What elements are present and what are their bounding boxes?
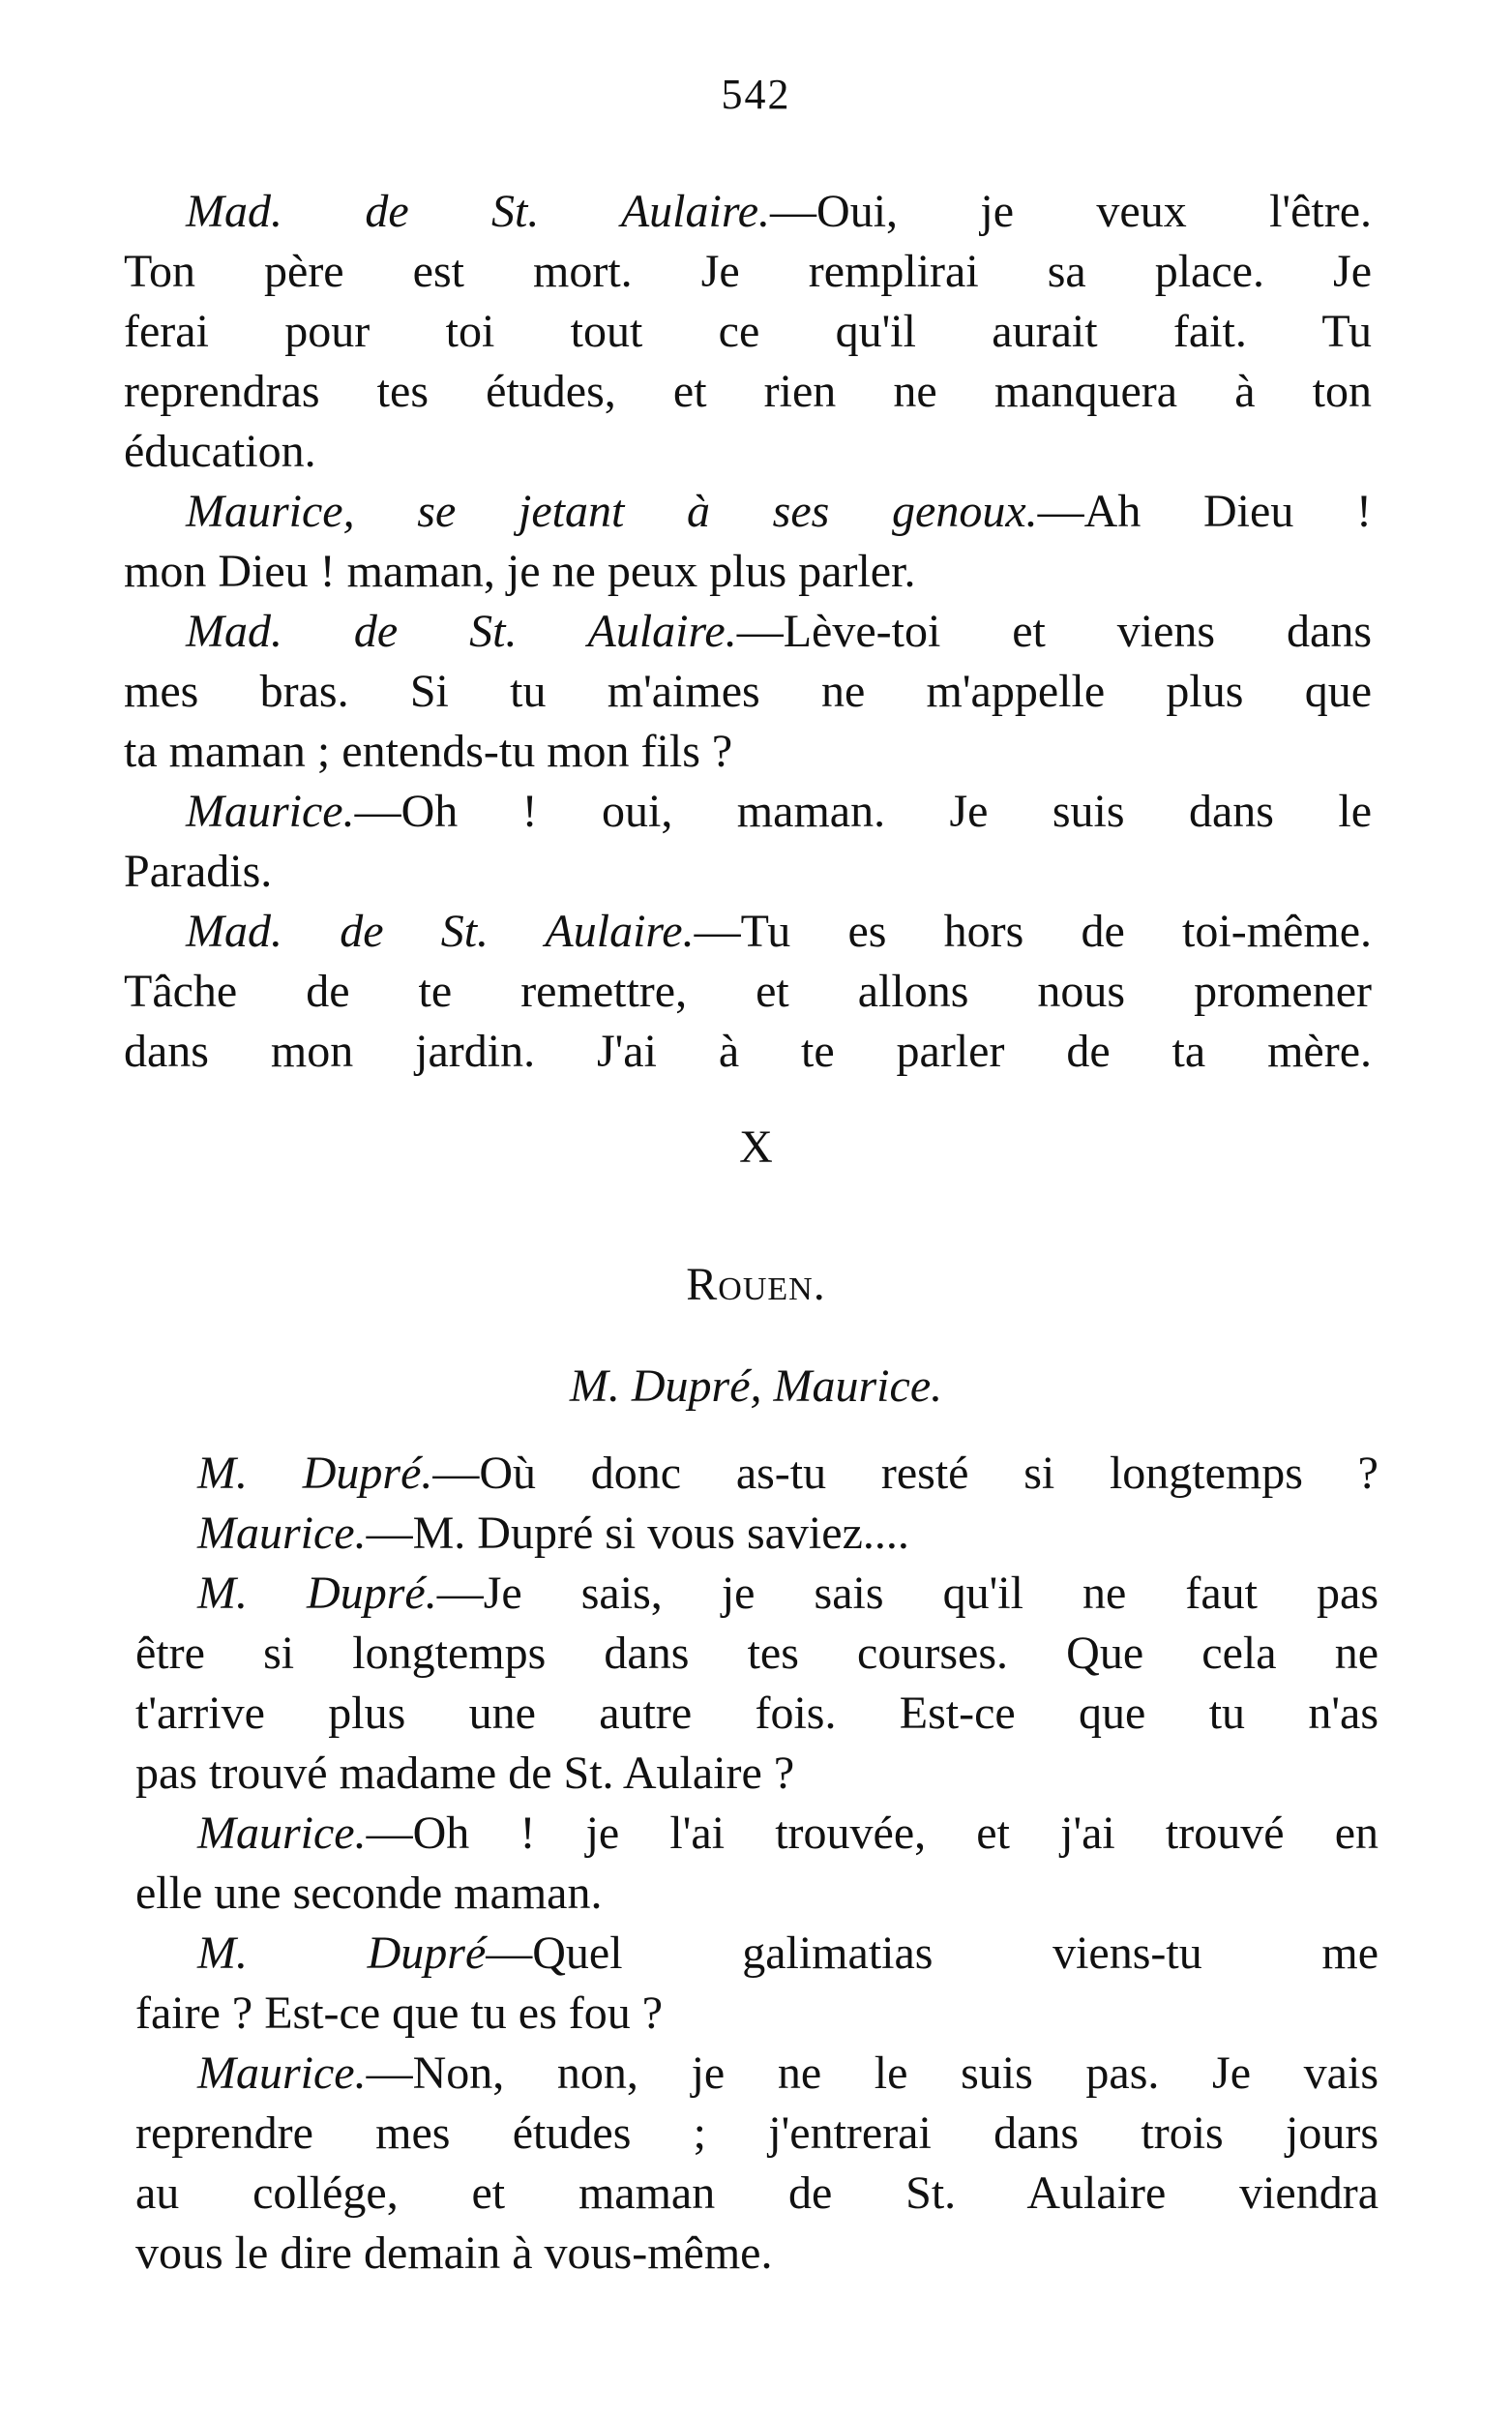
text-line: Tâche de te remettre, et allons nous promener: [124, 966, 1372, 1017]
speaker-name: Maurice.: [197, 2047, 367, 2099]
section-heading: Rouen.: [686, 1259, 826, 1310]
speaker-name: Mad. de St. Aulaire.: [186, 606, 737, 657]
dialogue-text: —Ah Dieu !: [1037, 486, 1372, 537]
text-line: Paradis.: [124, 846, 273, 897]
dialogue-text: —Tu es hors de toi-même.: [694, 906, 1372, 957]
speaker-name: Maurice.: [197, 1808, 367, 1859]
text-line: [124, 782, 1372, 842]
text-line: être si longtemps dans tes courses. Que cela ne: [135, 1628, 1379, 1679]
text-line: ferai pour toi tout ce qu'il aurait fait. Tu: [124, 306, 1372, 357]
text-line: [135, 1564, 1379, 1624]
dialogue-block-dupre: [135, 1444, 1379, 2284]
dialogue-text: —M. Dupré si vous saviez....: [366, 1508, 909, 1559]
page-number: 542: [721, 71, 791, 118]
text-line: [135, 2044, 1379, 2104]
text-line: dans mon jardin. J'ai à te parler de ta mère.: [124, 1026, 1372, 1077]
text-line: [135, 1924, 1379, 1984]
dialogue-text: —Où donc as-tu resté si longtemps ?: [432, 1448, 1379, 1499]
text-line: [124, 902, 1372, 962]
speaker-name: Maurice.: [197, 1508, 367, 1559]
dialogue-text: —Oui, je veux l'être.: [770, 186, 1372, 237]
text-line: [124, 482, 1372, 542]
dialogue-text: —Non, non, je ne le suis pas. Je vais: [366, 2047, 1379, 2099]
speaker-name: M. Dupré: [197, 1927, 487, 1979]
dialogue-block-saint-aulaire: [124, 182, 1372, 1082]
text-line: [135, 1504, 1379, 1564]
speaker-name: Mad. de St. Aulaire.: [186, 906, 695, 957]
dialogue-text: —Je sais, je sais qu'il ne faut pas: [436, 1568, 1379, 1619]
text-line: reprendre mes études ; j'entrerai dans trois jours: [135, 2107, 1379, 2159]
text-line: reprendras tes études, et rien ne manquera à ton: [124, 366, 1372, 417]
text-line: ta maman ; entends-tu mon fils ?: [124, 726, 733, 777]
text-line: t'arrive plus une autre fois. Est-ce que tu n'as: [135, 1688, 1379, 1739]
dialogue-text: —Lève-toi et viens dans: [736, 606, 1373, 657]
speaker-name: Mad. de St. Aulaire.: [186, 186, 771, 237]
text-line: elle une seconde maman.: [135, 1867, 603, 1919]
dialogue-text: —Quel galimatias viens-tu me: [486, 1927, 1379, 1979]
text-line: pas trouvé madame de St. Aulaire ?: [135, 1748, 795, 1799]
text-line: [124, 602, 1372, 662]
text-line: [135, 1804, 1379, 1864]
speaker-name: Maurice, se jetant à ses genoux.: [186, 486, 1038, 537]
speaker-name: M. Dupré.: [197, 1448, 433, 1499]
text-line: vous le dire demain à vous-même.: [135, 2227, 773, 2279]
text-line: Ton père est mort. Je remplirai sa place. Je: [124, 246, 1372, 297]
dialogue-text: —Oh ! je l'ai trouvée, et j'ai trouvé en: [366, 1808, 1379, 1859]
text-line: faire ? Est-ce que tu es fou ?: [135, 1987, 664, 2039]
section-number: X: [739, 1121, 773, 1173]
text-line: [124, 182, 1372, 242]
text-line: [135, 1444, 1379, 1504]
dialogue-text: —Oh ! oui, maman. Je suis dans le: [354, 786, 1372, 837]
text-line: éducation.: [124, 426, 316, 477]
speaker-name: M. Dupré.: [197, 1568, 437, 1619]
text-line: mes bras. Si tu m'aimes ne m'appelle plus que: [124, 666, 1372, 717]
character-list: M. Dupré, Maurice.: [569, 1360, 943, 1412]
text-line: au collége, et maman de St. Aulaire viendra: [135, 2167, 1379, 2219]
text-line: mon Dieu ! maman, je ne peux plus parler.: [124, 546, 916, 597]
speaker-name: Maurice.: [186, 786, 355, 837]
